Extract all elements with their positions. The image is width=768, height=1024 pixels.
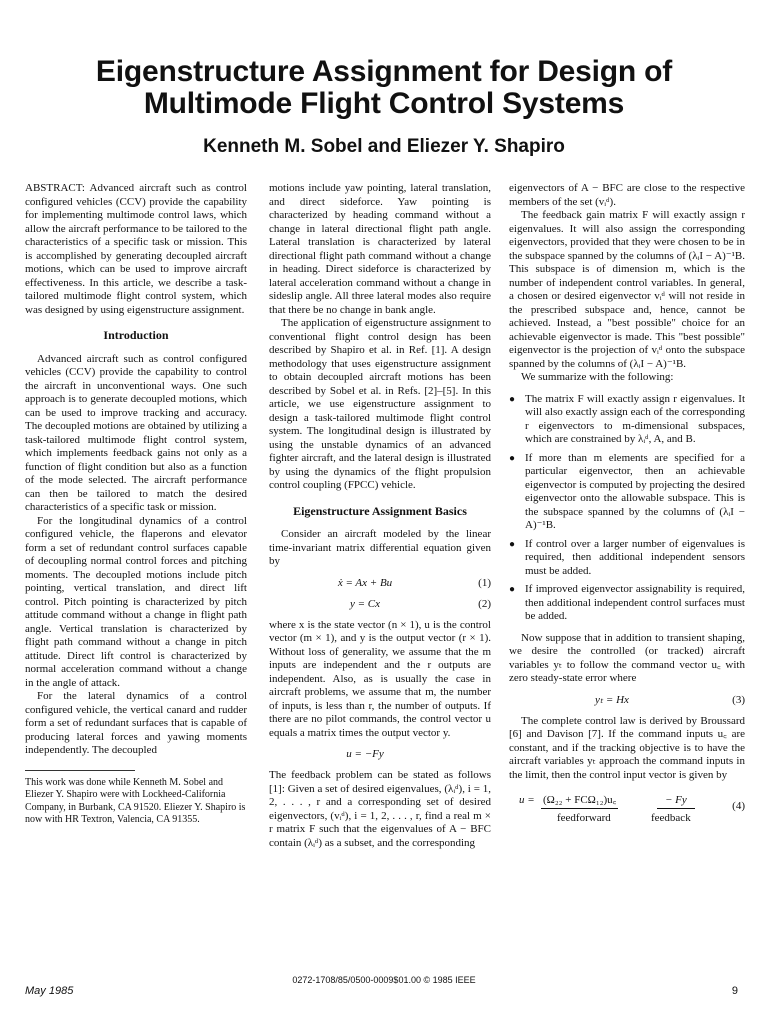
paragraph: The application of eigenstructure assignment to conventional flight control design has been described by Shapiro et al. in Ref. [1]. A design methodology that uses eigenstructure assignment to obtain decoupled aircraft motions has been described by Sobel et al. in Refs. [2]–[5]. In this article, we use eigenstructure assignment to design a task-tailored multimode flight control system. The longitudinal design is illustrated by using the unstable dynamics of an advanced fighter aircraft, and the lateral design is illustrated by using the dynamics of the flight propulsion control coupling (FPCC) vehicle. — [269, 317, 491, 491]
column-right — [509, 182, 745, 834]
equation-body: u = −Fy — [346, 748, 384, 760]
column-left — [25, 182, 247, 827]
copyright-line: 0272-1708/85/0500-0009$01.00 © 1985 IEEE — [292, 975, 476, 985]
paragraph: The feedback problem can be stated as follows [1]: Given a set of desired eigenvalues, (λᵢᵈ), i = 1, 2, . . . , r and a corresponding set of desired eigenvectors, (vᵢᵈ), i = 1, 2, . . . , r, find a real m × r matrix F such that the eigenvalues of A − BFC contain (λᵢᵈ) as a subset, and the corresponding — [269, 769, 491, 849]
issue-date: May 1985 — [25, 985, 74, 997]
feedforward-label: feedforward — [557, 812, 611, 824]
author-line: Kenneth M. Sobel and Eliezer Y. Shapiro — [203, 136, 565, 157]
equation-3 — [509, 690, 745, 711]
paragraph: Advanced aircraft such as control configured vehicles (CCV) provide the capability to control the aircraft in unconventional ways. One such approach is to generate decoupled motions, which can be used to improve tracking and accuracy. The decoupled motions are obtained by utilizing a task-tailored multimode flight control system, which implements feedback gains not only as a function of flight condition but also as a function of the mode selected. The aircraft performance can then be tailored to match the desired characteristics of a specific task or mission. — [25, 352, 247, 513]
list-item: ● If improved eigenvector assignability is required, then additional independent control surfaces must be added. — [509, 583, 745, 624]
section-heading-basics: Eigenstructure Assignment Basics — [293, 503, 467, 518]
equation-number: (1) — [478, 576, 491, 589]
paragraph: Consider an aircraft modeled by the linear time-invariant matrix differential equation given by — [269, 528, 491, 567]
paragraph: where x is the state vector (n × 1), u is the control vector (m × 1), and y is the output vector (r × 1). Without loss of generality, we assume that the m inputs are independent and the r outputs are independent. Also, as is usually the case in aircraft problems, we assume that m, the number of inputs, is less than r, the number of outputs. If there are no pilot commands, the control vector u equals a matrix times the output vector y. — [269, 618, 491, 739]
title-line-2: Multimode Flight Control Systems — [143, 87, 625, 120]
equation-2 — [269, 594, 491, 615]
feedback-label: feedback — [651, 812, 691, 824]
list-item: ● If control over a larger number of eigenvalues is required, then additional independent sensors must be added. — [509, 538, 745, 579]
list-item: ● The matrix F will exactly assign r eigenvalues. It will also exactly assign each of the corresponding r eigenvectors to m-dimensional subspaces, which are constrained by λᵢᵈ, A, and B. — [509, 393, 745, 447]
equation-number: (3) — [732, 693, 745, 706]
article-title — [0, 56, 768, 120]
equation-4-control-law — [509, 788, 745, 834]
footnote: This work was done while Kenneth M. Sobel and Eliezer Y. Shapiro were with Lockheed-California Company, in Burbank, CA 91520. Eliezer Y. Shapiro is now with HR Textron, Valencia, CA 91355. — [25, 776, 246, 825]
list-item: ● If more than m elements are specified for a particular eigenvector, then an achievable eigenvector is computed by projecting the desired eigenvector onto the allowable subspace. This is the subspace spanned by the columns of (λᵢI − A)⁻¹B. — [509, 452, 745, 533]
title-line-1: Eigenstructure Assignment for Design of — [95, 55, 673, 88]
paragraph: The feedback gain matrix F will exactly assign r eigenvalues. It will also assign the corresponding eigenvectors, provided that they were chosen to be in the subspace spanned by the columns of (λᵢI − A)⁻¹B. This subspace is of dimension m, which is the number of independent control variables. In general, a chosen or desired eigenvector vᵢᵈ will not reside in the prescribed subspace and, hence, cannot be achieved. Instead, a "best possible" choice for an achievable eigenvector is made. This "best possible" eigenvector is the projection of vᵢᵈ onto the subspace spanned by the columns of (λᵢI − A)⁻¹B. — [509, 209, 745, 370]
law-feedback-term: − Fy — [657, 794, 695, 809]
equation-body: yₜ = Hx — [595, 693, 629, 706]
paragraph: For the lateral dynamics of a control configured vehicle, the vertical canard and rudder form a set of redundant surfaces that is capable of producing lateral forces and yawing moments independently. The decoupled — [25, 690, 247, 756]
equation-body: ẋ = Ax + Bu — [337, 576, 393, 589]
law-feedforward-term: (Ω₂₂ + FCΩ₁₂)u꜀ — [541, 794, 618, 809]
page-number: 9 — [731, 985, 738, 997]
section-heading-introduction: Introduction — [103, 328, 169, 342]
paragraph: For the longitudinal dynamics of a control configured vehicle, the flaperons and elevator form a set of redundant control surfaces capable of decoupling normal control forces and pitching moments. The decoupled motions include pitch pointing, vertical translation, and direct lift control. Pitch pointing is characterized by pitch attitude command without a change in flight path angle. Vertical translation is characterized by flight path command without a change in pitch attitude. Direct lift control is characterized by normal acceleration command without a change in the angle of attack. — [25, 514, 247, 689]
paragraph: The complete control law is derived by Broussard [6] and Davison [7]. If the command inputs u꜀ are constant, and if the tracking objective is to have the aircraft variables yₜ approach the command inputs in the limit, then the control input vector is given by — [509, 714, 745, 781]
column-middle — [269, 182, 491, 850]
paragraph: eigenvectors of A − BFC are close to the respective members of the set (vᵢᵈ). — [509, 182, 745, 208]
equation-number: (4) — [732, 800, 745, 812]
equation-number: (2) — [478, 597, 491, 610]
equation-body: y = Cx — [349, 597, 381, 610]
paragraph: Now suppose that in addition to transient shaping, we desire the controlled (or tracked) aircraft variables yₜ to follow the command vector u꜀ with zero steady-state error where — [509, 631, 745, 684]
paragraph: We summarize with the following: — [521, 371, 674, 383]
law-lhs: u = — [519, 794, 535, 806]
summary-list — [509, 393, 745, 624]
footnote-divider — [25, 770, 135, 771]
equation-1 — [269, 573, 491, 594]
equation-feedback — [269, 744, 491, 765]
paragraph: motions include yaw pointing, lateral translation, and direct sideforce. Yaw pointing is characterized by heading command without a change in lateral directional flight path angle. Lateral translation is characterized by lateral directional flight path command without a change in heading. Direct sideforce is characterized by lateral acceleration command without a change in sideslip angle. All three lateral modes also require that there be no change in bank angle. — [269, 182, 491, 316]
abstract: ABSTRACT: Advanced aircraft such as control configured vehicles (CCV) provide the capability for implementing multimode control laws, which allow the aircraft performance to be tailored to the characteristics of a specific task or mission. This is accomplished by generating decoupled aircraft motions, which can be used to improve aircraft effectiveness. In this article, we describe a task-tailored multimode flight control system, which was designed by using eigenstructure assignment. — [25, 182, 247, 316]
